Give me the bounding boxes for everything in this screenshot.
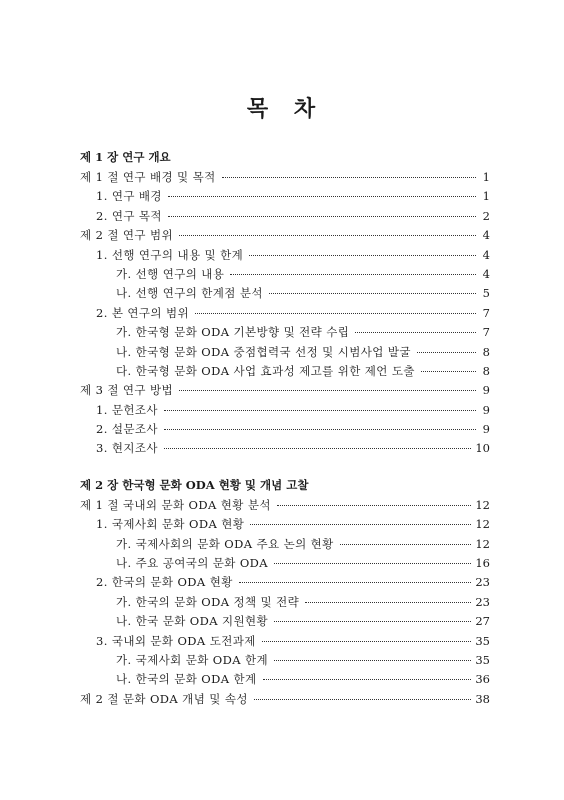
toc-page-number: 12 bbox=[475, 517, 490, 532]
toc-page-number: 1 bbox=[482, 189, 490, 204]
toc-page-number: 27 bbox=[475, 614, 490, 629]
toc-entry-label: 제 2 절 문화 ODA 개념 및 속성 bbox=[80, 691, 248, 706]
dot-leader bbox=[417, 352, 476, 353]
dot-leader bbox=[421, 371, 476, 372]
toc-entry-label: 제 1 절 국내외 문화 ODA 현황 분석 bbox=[80, 497, 271, 512]
toc-page-number: 7 bbox=[482, 325, 490, 340]
toc-entry bbox=[0, 381, 564, 400]
toc-page-number: 9 bbox=[482, 383, 490, 398]
toc-entry-label: 2. 본 연구의 범위 bbox=[96, 305, 189, 320]
toc-entry bbox=[0, 304, 564, 323]
toc-entry bbox=[0, 670, 564, 689]
dot-leader bbox=[239, 582, 472, 583]
toc-entry-label: 나. 한국형 문화 ODA 중점협력국 선정 및 시범사업 발굴 bbox=[116, 344, 411, 359]
toc-entry-label: 가. 국제사회 문화 ODA 한계 bbox=[116, 652, 269, 667]
toc-page-number: 8 bbox=[482, 363, 490, 378]
toc-page-number: 5 bbox=[482, 286, 490, 301]
toc-entry-label: 1. 선행 연구의 내용 및 한계 bbox=[96, 247, 244, 262]
toc-entry bbox=[0, 439, 564, 458]
toc-entry bbox=[0, 420, 564, 439]
dot-leader bbox=[222, 177, 476, 178]
toc-entry-label: 제 1 절 연구 배경 및 목적 bbox=[80, 170, 216, 184]
toc-page-number: 23 bbox=[475, 575, 490, 590]
dot-leader bbox=[179, 390, 476, 391]
toc-entry bbox=[0, 632, 564, 651]
toc-page-number: 4 bbox=[482, 228, 490, 243]
toc-entry-label: 2. 연구 목적 bbox=[96, 208, 162, 223]
toc-page-number: 38 bbox=[475, 691, 490, 706]
toc-page-number: 7 bbox=[482, 305, 490, 320]
table-of-contents bbox=[0, 147, 564, 709]
dot-leader bbox=[274, 621, 471, 622]
toc-entry-label: 나. 선행 연구의 한계점 분석 bbox=[116, 286, 263, 301]
dot-leader bbox=[263, 679, 472, 680]
dot-leader bbox=[254, 699, 472, 700]
dot-leader bbox=[164, 448, 471, 449]
toc-entry bbox=[0, 554, 564, 573]
toc-page-number: 12 bbox=[475, 536, 490, 551]
toc-entry bbox=[0, 323, 564, 342]
toc-entry bbox=[0, 226, 564, 245]
dot-leader bbox=[250, 524, 471, 525]
dot-leader bbox=[274, 660, 471, 661]
toc-page-number: 9 bbox=[482, 402, 490, 417]
toc-page-number: 1 bbox=[482, 170, 490, 184]
toc-entry-label: 나. 한국 문화 ODA 지원현황 bbox=[116, 614, 269, 629]
toc-page-number: 16 bbox=[475, 556, 490, 571]
page-title: 목 차 bbox=[246, 96, 318, 122]
dot-leader bbox=[355, 332, 476, 333]
dot-leader bbox=[168, 216, 476, 217]
toc-entry-label: 나. 한국의 문화 ODA 한계 bbox=[116, 672, 257, 687]
toc-entry bbox=[0, 207, 564, 226]
toc-page-number: 4 bbox=[482, 266, 490, 281]
dot-leader bbox=[195, 313, 476, 314]
toc-page-number: 23 bbox=[475, 594, 490, 609]
toc-entry-label: 1. 문헌조사 bbox=[96, 402, 158, 417]
dot-leader bbox=[230, 274, 476, 275]
dot-leader bbox=[340, 544, 472, 545]
dot-leader bbox=[179, 235, 476, 236]
toc-entry bbox=[0, 515, 564, 534]
toc-page-number: 12 bbox=[475, 497, 490, 512]
toc-entry-label: 제 2 절 연구 범위 bbox=[80, 228, 173, 243]
chapter-heading: 제 1 장 연구 개요 bbox=[80, 150, 171, 164]
chapter-heading: 제 2 장 한국형 문화 ODA 현황 및 개념 고찰 bbox=[80, 477, 309, 492]
toc-entry-label: 가. 국제사회의 문화 ODA 주요 논의 현황 bbox=[116, 536, 334, 551]
dot-leader bbox=[269, 293, 476, 294]
dot-leader bbox=[164, 410, 476, 411]
toc-page-number: 35 bbox=[475, 633, 490, 648]
dot-leader bbox=[164, 429, 476, 430]
toc-entry-label: 가. 한국형 문화 ODA 기본방향 및 전략 수립 bbox=[116, 325, 350, 340]
toc-page-number: 4 bbox=[482, 247, 490, 262]
toc-entry-label: 다. 한국형 문화 ODA 사업 효과성 제고를 위한 제언 도출 bbox=[116, 363, 415, 378]
toc-entry bbox=[0, 187, 564, 206]
toc-page-number: 36 bbox=[475, 672, 490, 687]
dot-leader bbox=[168, 196, 476, 197]
toc-entry-label: 가. 한국의 문화 ODA 정책 및 전략 bbox=[116, 594, 300, 609]
toc-page-number: 8 bbox=[482, 344, 490, 359]
toc-entry-label: 3. 국내외 문화 ODA 도전과제 bbox=[96, 633, 256, 648]
toc-entry bbox=[0, 168, 564, 187]
toc-entry bbox=[0, 265, 564, 284]
toc-entry bbox=[0, 401, 564, 420]
toc-page-number: 9 bbox=[482, 422, 490, 437]
dot-leader bbox=[262, 641, 472, 642]
dot-leader bbox=[305, 602, 471, 603]
toc-entry-label: 가. 선행 연구의 내용 bbox=[116, 266, 225, 281]
toc-entry-label: 나. 주요 공여국의 문화 ODA bbox=[116, 556, 269, 571]
dot-leader bbox=[249, 255, 476, 256]
toc-entry bbox=[0, 651, 564, 670]
toc-entry bbox=[0, 362, 564, 381]
toc-entry bbox=[0, 535, 564, 554]
toc-page-number: 2 bbox=[482, 208, 490, 223]
toc-page-number: 10 bbox=[475, 441, 490, 456]
toc-entry-label: 1. 국제사회 문화 ODA 현황 bbox=[96, 517, 245, 532]
toc-entry bbox=[0, 246, 564, 265]
toc-page-number: 35 bbox=[475, 652, 490, 667]
dot-leader bbox=[274, 563, 471, 564]
toc-entry bbox=[0, 573, 564, 592]
dot-leader bbox=[277, 505, 472, 506]
toc-entry-label: 제 3 절 연구 방법 bbox=[80, 383, 173, 398]
toc-entry-label: 2. 설문조사 bbox=[96, 422, 158, 437]
toc-entry bbox=[0, 593, 564, 612]
toc-entry bbox=[0, 690, 564, 709]
toc-entry bbox=[0, 284, 564, 303]
toc-entry-label: 1. 연구 배경 bbox=[96, 189, 162, 204]
toc-entry bbox=[0, 612, 564, 631]
toc-entry bbox=[0, 496, 564, 515]
toc-entry bbox=[0, 343, 564, 362]
toc-entry-label: 3. 현지조사 bbox=[96, 441, 158, 456]
toc-entry-label: 2. 한국의 문화 ODA 현황 bbox=[96, 575, 233, 590]
